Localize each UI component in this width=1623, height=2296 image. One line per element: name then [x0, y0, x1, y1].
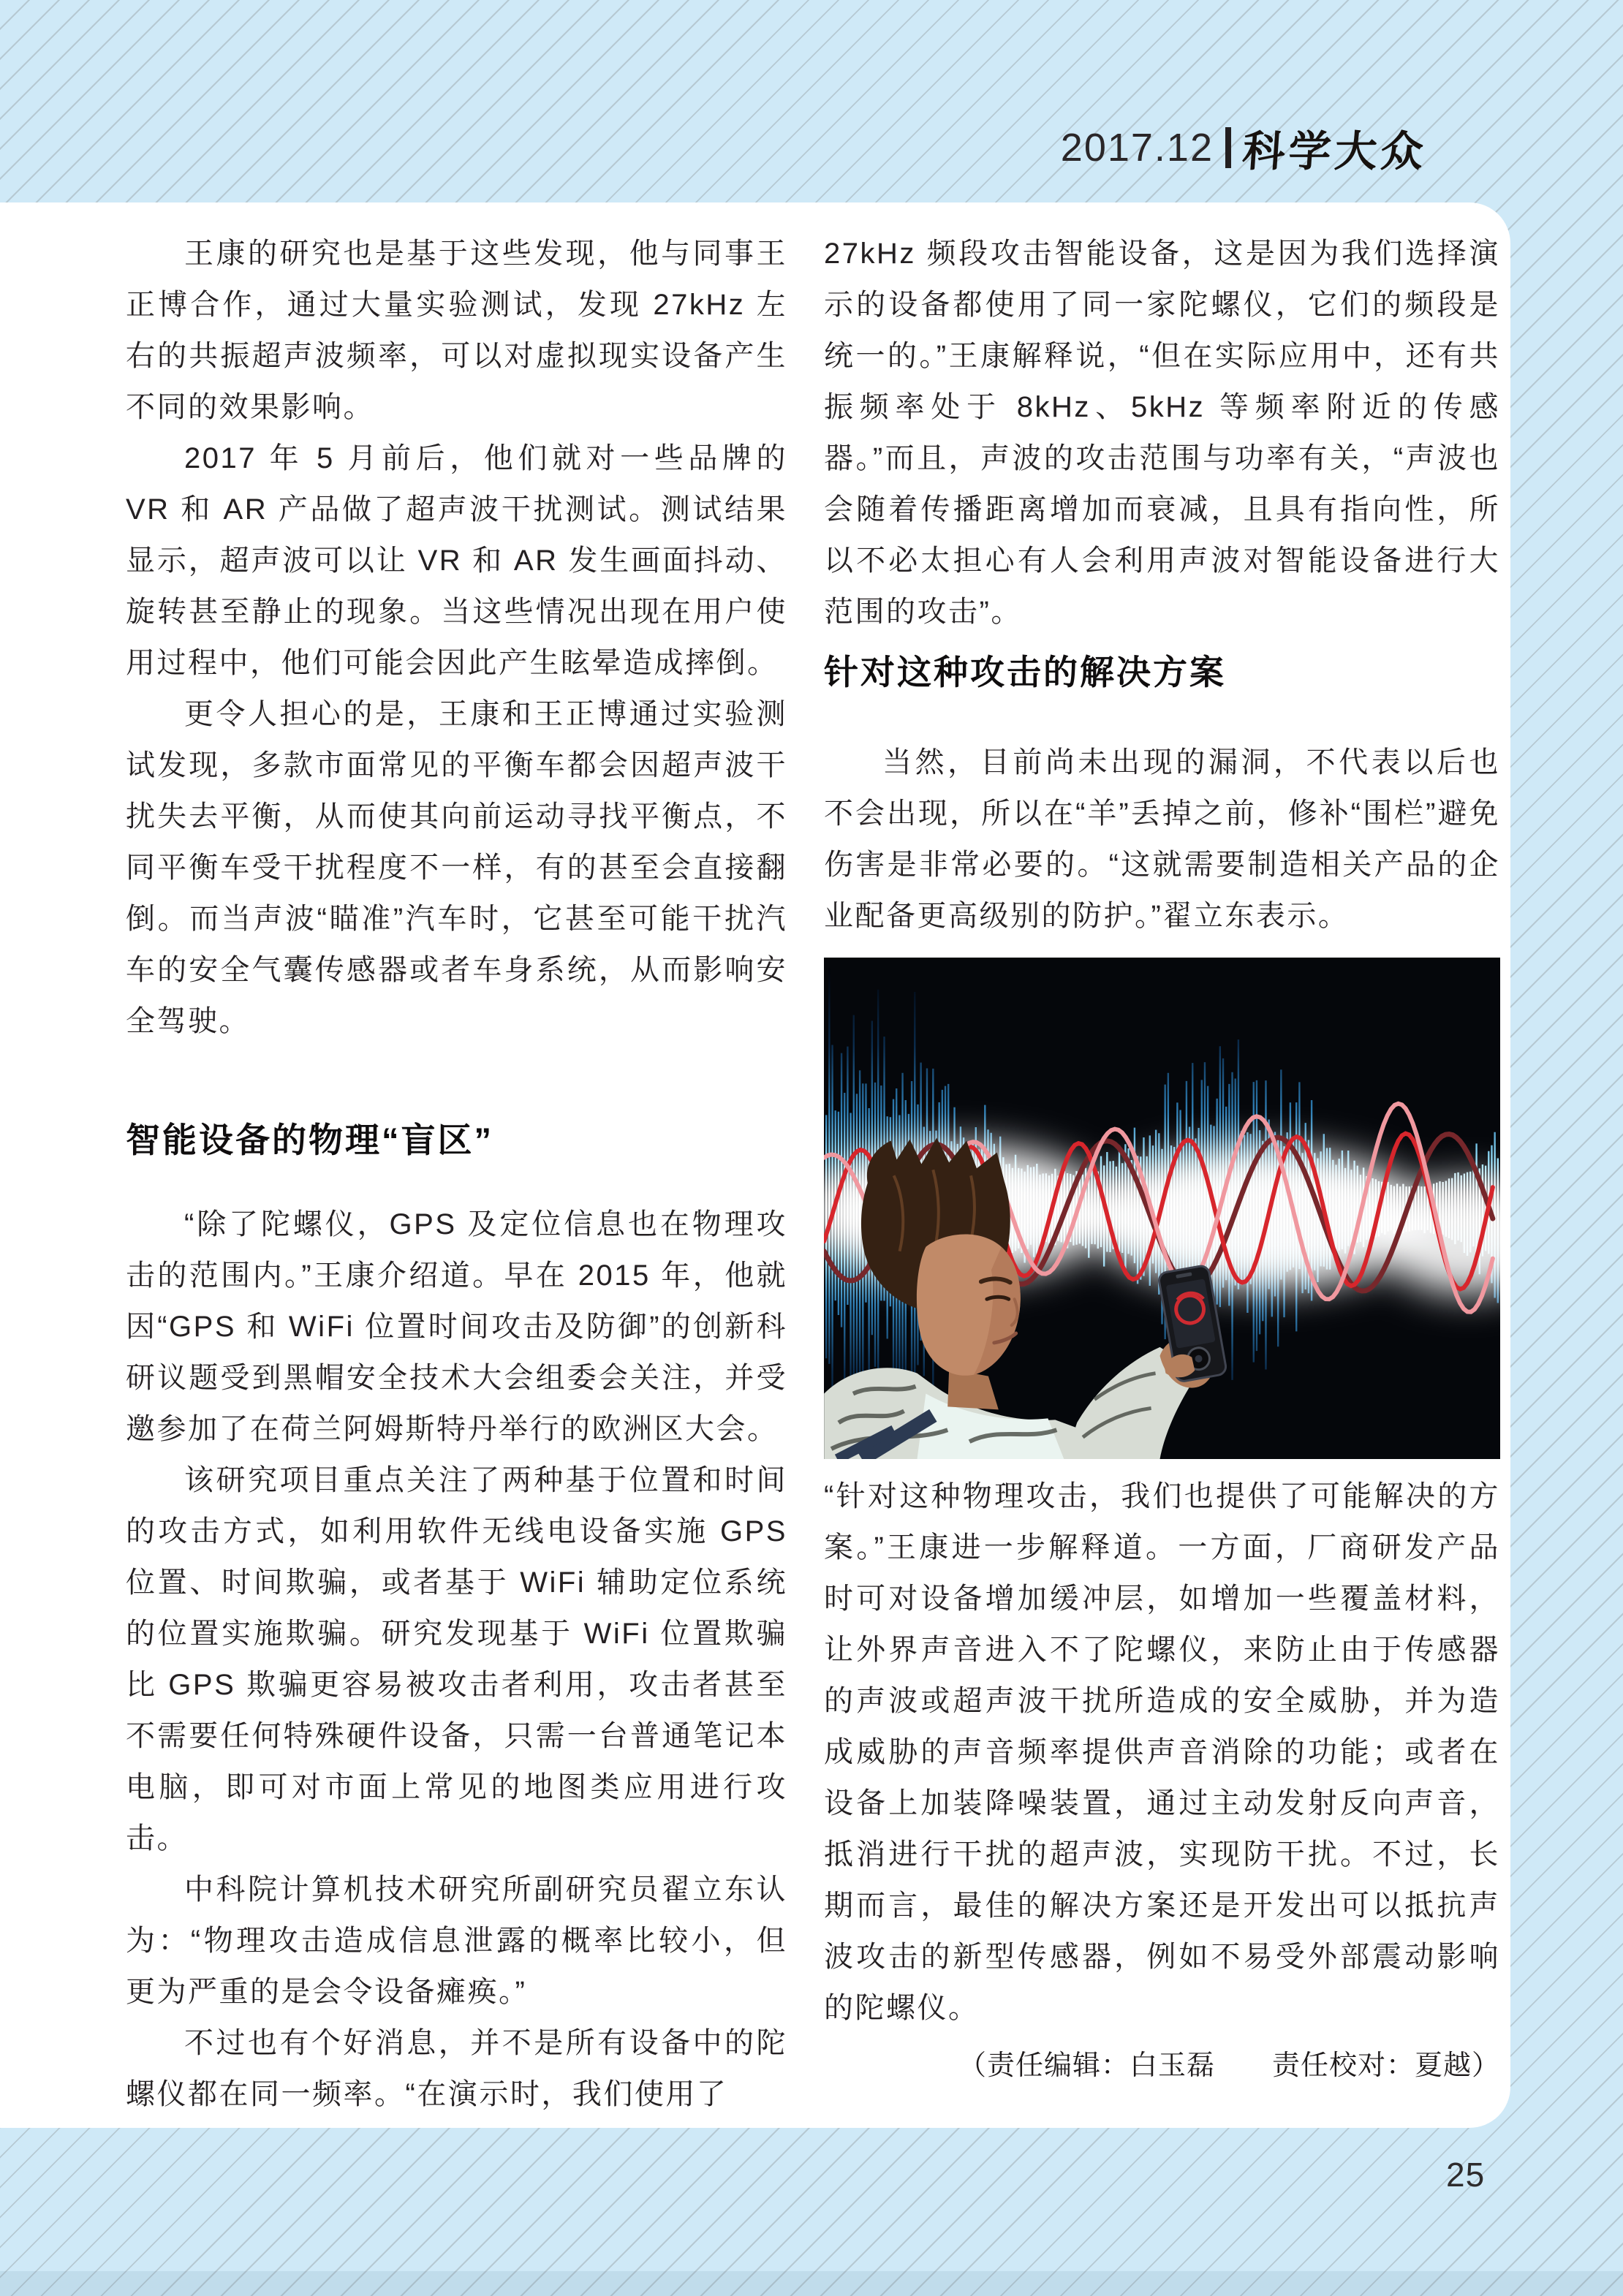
paragraph: 中科院计算机技术研究所副研究员翟立东认为：“物理攻击造成信息泄露的概率比较小，但更为严重的是会令设备瘫痪。”	[126, 1873, 787, 2009]
paragraph: 王康的研究也是基于这些发现，他与同事王正博合作，通过大量实验测试，发现 27kHz 左右的共振超声波频率，可以对虚拟现实设备产生不同的效果影响。	[126, 238, 787, 423]
page-bottom-edge	[0, 2271, 1623, 2296]
editors-note: （责任编辑：白玉磊 责任校对：夏越）	[958, 2049, 1500, 2082]
paragraph: 该研究项目重点关注了两种基于位置和时间的攻击方式，如利用软件无线电设备实施 GPS 位置、时间欺骗，或者基于 WiFi 辅助定位系统的位置实施欺骗。研究发现基于 WiFi 位置欺骗比 GPS 欺骗更容易被攻击者利用，攻击者甚至不需要任何特殊硬件设备，只需一台普通笔记本电脑，即可对市面上常见的地图类应用进行攻击。	[126, 1464, 787, 1855]
sound-wave-attack-illustration	[824, 958, 1500, 1459]
paragraph: 2017 年 5 月前后，他们就对一些品牌的 VR 和 AR 产品做了超声波干扰测试。测试结果显示，超声波可以让 VR 和 AR 发生画面抖动、旋转甚至静止的现象。当这些情况出现在用户使用过程中，他们可能会因此产生眩晕造成摔倒。	[126, 442, 787, 679]
left-column	[126, 228, 787, 2120]
paragraph: 不过也有个好消息，并不是所有设备中的陀螺仪都在同一频率。“在演示时，我们使用了	[126, 2027, 787, 2111]
header-divider	[1225, 127, 1231, 168]
section-heading-physical-blindzone: 智能设备的物理“盲区”	[126, 1121, 493, 1159]
magazine-logo: 科学大众	[1241, 126, 1429, 176]
right-column	[824, 228, 1500, 2091]
paragraph: 更令人担心的是，王康和王正博通过实验测试发现，多款市面常见的平衡车都会因超声波干扰失去平衡，从而使其向前运动寻找平衡点，不同平衡车受干扰程度不一样，有的甚至会直接翻倒。而当声波“瞄准”汽车时，它甚至可能干扰汽车的安全气囊传感器或者车身系统，从而影响安全驾驶。	[126, 698, 787, 1037]
paragraph: 27kHz 频段攻击智能设备，这是因为我们选择演示的设备都使用了同一家陀螺仪，它们的频段是统一的。”王康解释说，“但在实际应用中，还有共振频率处于 8kHz、5kHz 等频率附近的传感器。”而且，声波的攻击范围与功率有关，“声波也会随着传播距离增加而衰减，且具有指向性，所以不必太担心有人会利用声波对智能设备进行大范围的攻击”。	[824, 238, 1500, 628]
section-heading-solutions: 针对这种攻击的解决方案	[824, 653, 1226, 692]
paragraph: 当然，目前尚未出现的漏洞，不代表以后也不会出现，所以在“羊”丢掉之前，修补“围栏”避免伤害是非常必要的。“这就需要制造相关产品的企业配备更高级别的防护。”翟立东表示。	[824, 746, 1500, 933]
page-header	[1061, 117, 1427, 178]
paragraph: “针对这种物理攻击，我们也提供了可能解决的方案。”王康进一步解释道。一方面，厂商研发产品时可对设备增加缓冲层，如增加一些覆盖材料，让外界声音进入不了陀螺仪，来防止由于传感器的声波或超声波干扰所造成的安全威胁，并为造成威胁的声音频率提供声音消除的功能；或者在设备上加装降噪装置，通过主动发射反向声音，抵消进行干扰的超声波，实现防干扰。不过，长期而言，最佳的解决方案还是开发出可以抵抗声波攻击的新型传感器，例如不易受外部震动影响的陀螺仪。	[824, 1480, 1500, 2025]
page-number: 25	[1446, 2156, 1486, 2194]
issue-date: 2017.12	[1060, 126, 1214, 170]
paragraph: “除了陀螺仪，GPS 及定位信息也在物理攻击的范围内。”王康介绍道。早在 2015 年，他就因“GPS 和 WiFi 位置时间攻击及防御”的创新科研议题受到黑帽安全技术大会组委会关注，并受邀参加了在荷兰阿姆斯特丹举行的欧洲区大会。	[126, 1208, 787, 1446]
